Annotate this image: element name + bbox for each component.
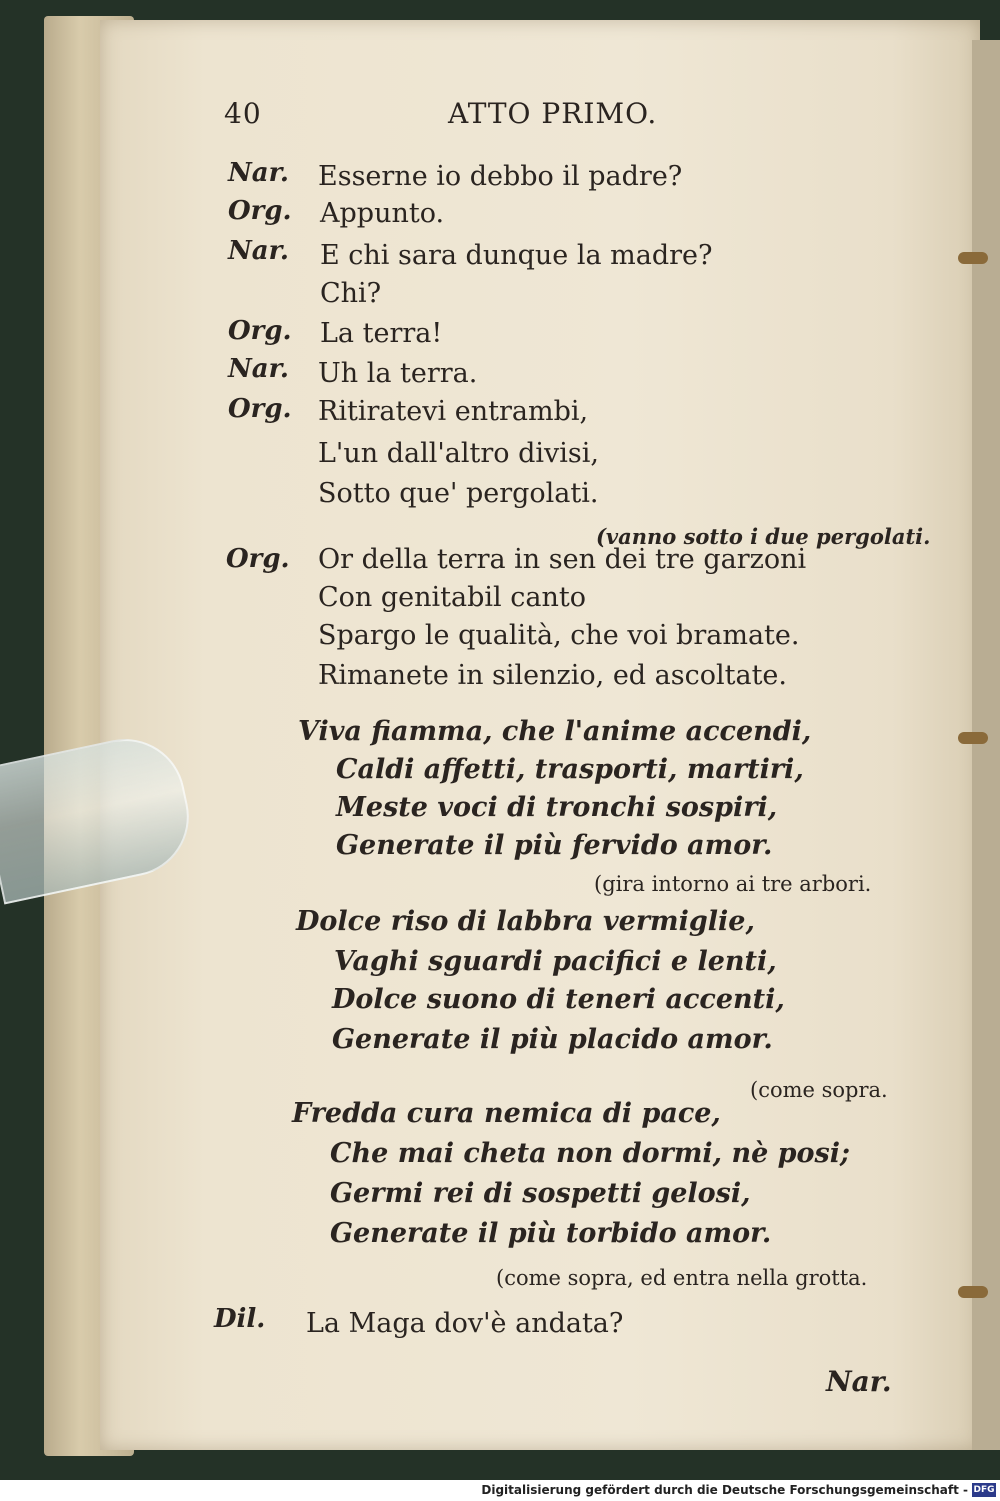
- speaker-label: Org.: [228, 394, 292, 424]
- dialogue-line: Uh la terra.: [318, 358, 478, 389]
- dialogue-line: Or della terra in sen dei tre garzoni: [318, 544, 807, 575]
- speaker-label: Nar.: [228, 236, 289, 266]
- page-number: 40: [224, 97, 262, 130]
- verse-line: Dolce suono di teneri accenti,: [332, 984, 785, 1015]
- verse-line: Generate il più placido amor.: [332, 1024, 773, 1055]
- dialogue-line: La terra!: [320, 318, 443, 349]
- dialogue-line: L'un dall'altro divisi,: [318, 438, 599, 469]
- dfg-logo: DFG: [973, 1485, 995, 1495]
- binding-thread: [958, 732, 988, 744]
- dialogue-line: Appunto.: [320, 198, 445, 229]
- stage-direction: (vanno sotto i due pergolati.: [596, 524, 931, 549]
- stage-direction: (come sopra.: [750, 1078, 888, 1102]
- dialogue-line: Rimanete in silenzio, ed ascoltate.: [318, 660, 787, 691]
- verse-line: Fredda cura nemica di pace,: [292, 1098, 721, 1129]
- speaker-label: Nar.: [228, 158, 289, 188]
- verse-line: Caldi affetti, trasporti, martiri,: [336, 754, 804, 785]
- verse-line: Vaghi sguardi pacifici e lenti,: [334, 946, 777, 977]
- dialogue-line: Con genitabil canto: [318, 582, 586, 613]
- digitization-footer: [0, 1480, 1000, 1501]
- verse-line: Viva fiamma, che l'anime accendi,: [298, 716, 812, 747]
- funding-credit: Digitalisierung gefördert durch die Deutsche Forschungsgemeinschaft -: [481, 1483, 968, 1497]
- dialogue-line: Spargo le qualità, che voi bramate.: [318, 620, 800, 651]
- verse-line: Generate il più fervido amor.: [336, 830, 773, 861]
- dialogue-line: E chi sara dunque la madre?: [320, 240, 713, 271]
- speaker-label: Org.: [228, 316, 292, 346]
- catchword: Nar.: [826, 1365, 892, 1398]
- dialogue-line: Chi?: [320, 278, 382, 309]
- dialogue-line: Ritiratevi entrambi,: [318, 396, 589, 427]
- speaker-label: Dil.: [214, 1304, 266, 1334]
- dialogue-line: Esserne io debbo il padre?: [318, 161, 683, 192]
- binding-thread: [958, 252, 988, 264]
- verse-line: Dolce riso di labbra vermiglie,: [296, 906, 755, 937]
- stage-direction: (come sopra, ed entra nella grotta.: [496, 1266, 868, 1290]
- dialogue-line: Sotto que' pergolati.: [318, 478, 599, 509]
- verse-line: Germi rei di sospetti gelosi,: [330, 1178, 751, 1209]
- binding-thread: [958, 1286, 988, 1298]
- stage-direction: (gira intorno ai tre arbori.: [594, 872, 872, 896]
- speaker-label: Org.: [228, 196, 292, 226]
- speaker-label: Org.: [226, 544, 290, 574]
- running-title: ATTO PRIMO.: [448, 97, 658, 130]
- verse-line: Che mai cheta non dormi, nè posi;: [330, 1138, 850, 1169]
- verse-line: Generate il più torbido amor.: [330, 1218, 772, 1249]
- dialogue-line: La Maga dov'è andata?: [306, 1308, 624, 1339]
- speaker-label: Nar.: [228, 354, 289, 384]
- verse-line: Meste voci di tronchi sospiri,: [336, 792, 778, 823]
